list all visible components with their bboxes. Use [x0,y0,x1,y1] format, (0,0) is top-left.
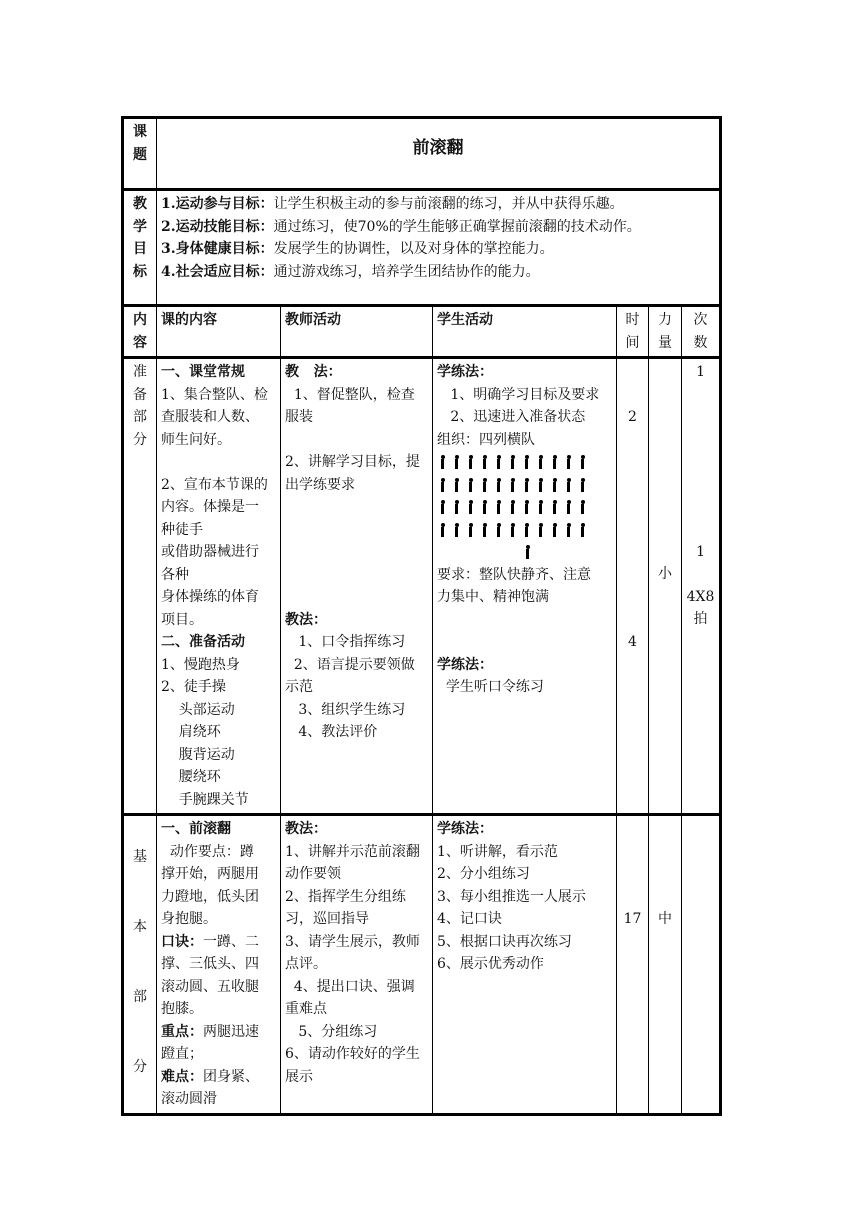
teacher-position [437,541,612,564]
objectives-cell [157,190,721,306]
student-figure-icon [481,455,488,469]
student-figure-icon [439,455,446,469]
student-figure-icon [579,455,586,469]
prep-time: 2 4 [617,358,649,815]
time-header: 时 间 [617,306,649,358]
student-figure-icon [481,478,488,492]
student-figure-icon [439,478,446,492]
objective-item: 1.运动参与目标：让学生积极主动的参与前滚翻的练习，并从中获得乐趣。 [161,196,624,212]
prep-teacher-activity: 教 法： 1、督促整队，检查 服装 2、讲解学习目标，提 出学练要求 教法： 1、口令指挥练习 2、语言提示要领做 示范 3、组织学生练习 4、教法评价 [281,358,433,815]
student-figure-icon [495,478,502,492]
prep-intensity: 小 [649,358,682,815]
objective-item: 3.身体健康目标：发展学生的协调性，以及对身体的掌控能力。 [161,241,554,257]
student-figure-icon [495,455,502,469]
student-figure-icon [453,478,460,492]
student-figure-icon [565,523,572,537]
student-figure-icon [537,523,544,537]
formation-row [437,451,612,474]
student-figure-icon [537,500,544,514]
student-figure-icon [565,500,572,514]
student-figure-icon [551,455,558,469]
topic-label: 课 题 [123,118,157,190]
student-figure-icon [439,500,446,514]
teacher-activity-header: 教师活动 [281,306,433,358]
student-figure-icon [495,500,502,514]
student-figure-icon [537,455,544,469]
prep-lesson-content: 一、课堂常规 1、集合整队、检 查服装和人数、 师生问好。 2、宣布本节课的 内容。体操是一 种徒手 或借助器械进行 各种 身体操练的体育 项目。 二、准备活动 1、慢跑热身 2、徒手操 头部运动 肩绕环 腹背运动 腰绕环 手腕踝关节 [157,358,281,815]
content-header: 内 容 [123,306,157,358]
basic-intensity: 中 [649,815,682,1115]
student-figure-icon [467,455,474,469]
student-figure-icon [509,455,516,469]
student-figure-icon [481,523,488,537]
basic-teacher-activity: 教法： 1、讲解并示范前滚翻 动作要领 2、指挥学生分组练 习，巡回指导 3、请学生展示，教师 点评。 4、提出口诀、强调 重难点 5、分组练习 6、请动作较好的学生 展示 [281,815,433,1115]
student-figure-icon [481,500,488,514]
formation-row [437,496,612,519]
lesson-content-header: 课的内容 [157,306,281,358]
student-figure-icon [495,523,502,537]
teacher-figure-icon [524,545,531,559]
student-figure-icon [551,523,558,537]
student-figure-icon [523,455,530,469]
student-figure-icon [439,523,446,537]
basic-student-activity: 学练法： 1、听讲解，看示范 2、分小组练习 3、每小组推选一人展示 4、记口诀 5、根据口诀再次练习 6、展示优秀动作 [433,815,617,1115]
student-figure-icon [453,500,460,514]
lesson-title: 前滚翻 [157,118,721,190]
student-figure-icon [565,455,572,469]
student-figure-icon [579,478,586,492]
student-figure-icon [579,523,586,537]
formation-row [437,474,612,497]
student-figure-icon [523,478,530,492]
student-figure-icon [509,523,516,537]
objective-item: 2.运动技能目标：通过练习，使70%的学生能够正确掌握前滚翻的技术动作。 [161,218,641,235]
student-figure-icon [523,500,530,514]
objectives-label: 教 学 目 标 [123,190,157,306]
prep-student-activity: 学练法： 1、明确学习目标及要求 2、迅速进入准备状态 组织：四列横队 要求：整队快静齐、注意 力集中、精神饱满 学练法： 学生听口令练习 [433,358,617,815]
basic-reps [682,815,721,1115]
student-figure-icon [509,478,516,492]
student-figure-icon [551,500,558,514]
intensity-header: 力 量 [649,306,682,358]
basic-time: 17 [617,815,649,1115]
student-figure-icon [537,478,544,492]
reps-header: 次 数 [682,306,721,358]
prep-section-label: 准 备 部 分 [123,358,157,815]
student-activity-header: 学生活动 [433,306,617,358]
student-figure-icon [467,500,474,514]
student-figure-icon [565,478,572,492]
student-figure-icon [523,523,530,537]
prep-reps: 1 1 4X8 拍 [682,358,721,815]
student-figure-icon [579,500,586,514]
lesson-plan-table [121,116,722,1116]
formation-diagram [437,451,612,564]
basic-lesson-content: 一、前滚翻 动作要点：蹲 撑开始，两腿用 力蹬地，低头团 身抱腿。 口诀：一蹲、二 撑、三低头、四 滚动圆、五收腿 抱膝。 重点：两腿迅速 蹬直； 难点：团身紧、 滚动圆滑 [157,815,281,1115]
objective-item: 4.社会适应目标：通过游戏练习，培养学生团结协作的能力。 [161,263,540,280]
student-figure-icon [509,500,516,514]
basic-section-label: 基 本 部 分 [123,815,157,1115]
student-figure-icon [551,478,558,492]
formation-row [437,519,612,542]
student-figure-icon [467,523,474,537]
student-figure-icon [453,523,460,537]
student-figure-icon [467,478,474,492]
student-figure-icon [453,455,460,469]
